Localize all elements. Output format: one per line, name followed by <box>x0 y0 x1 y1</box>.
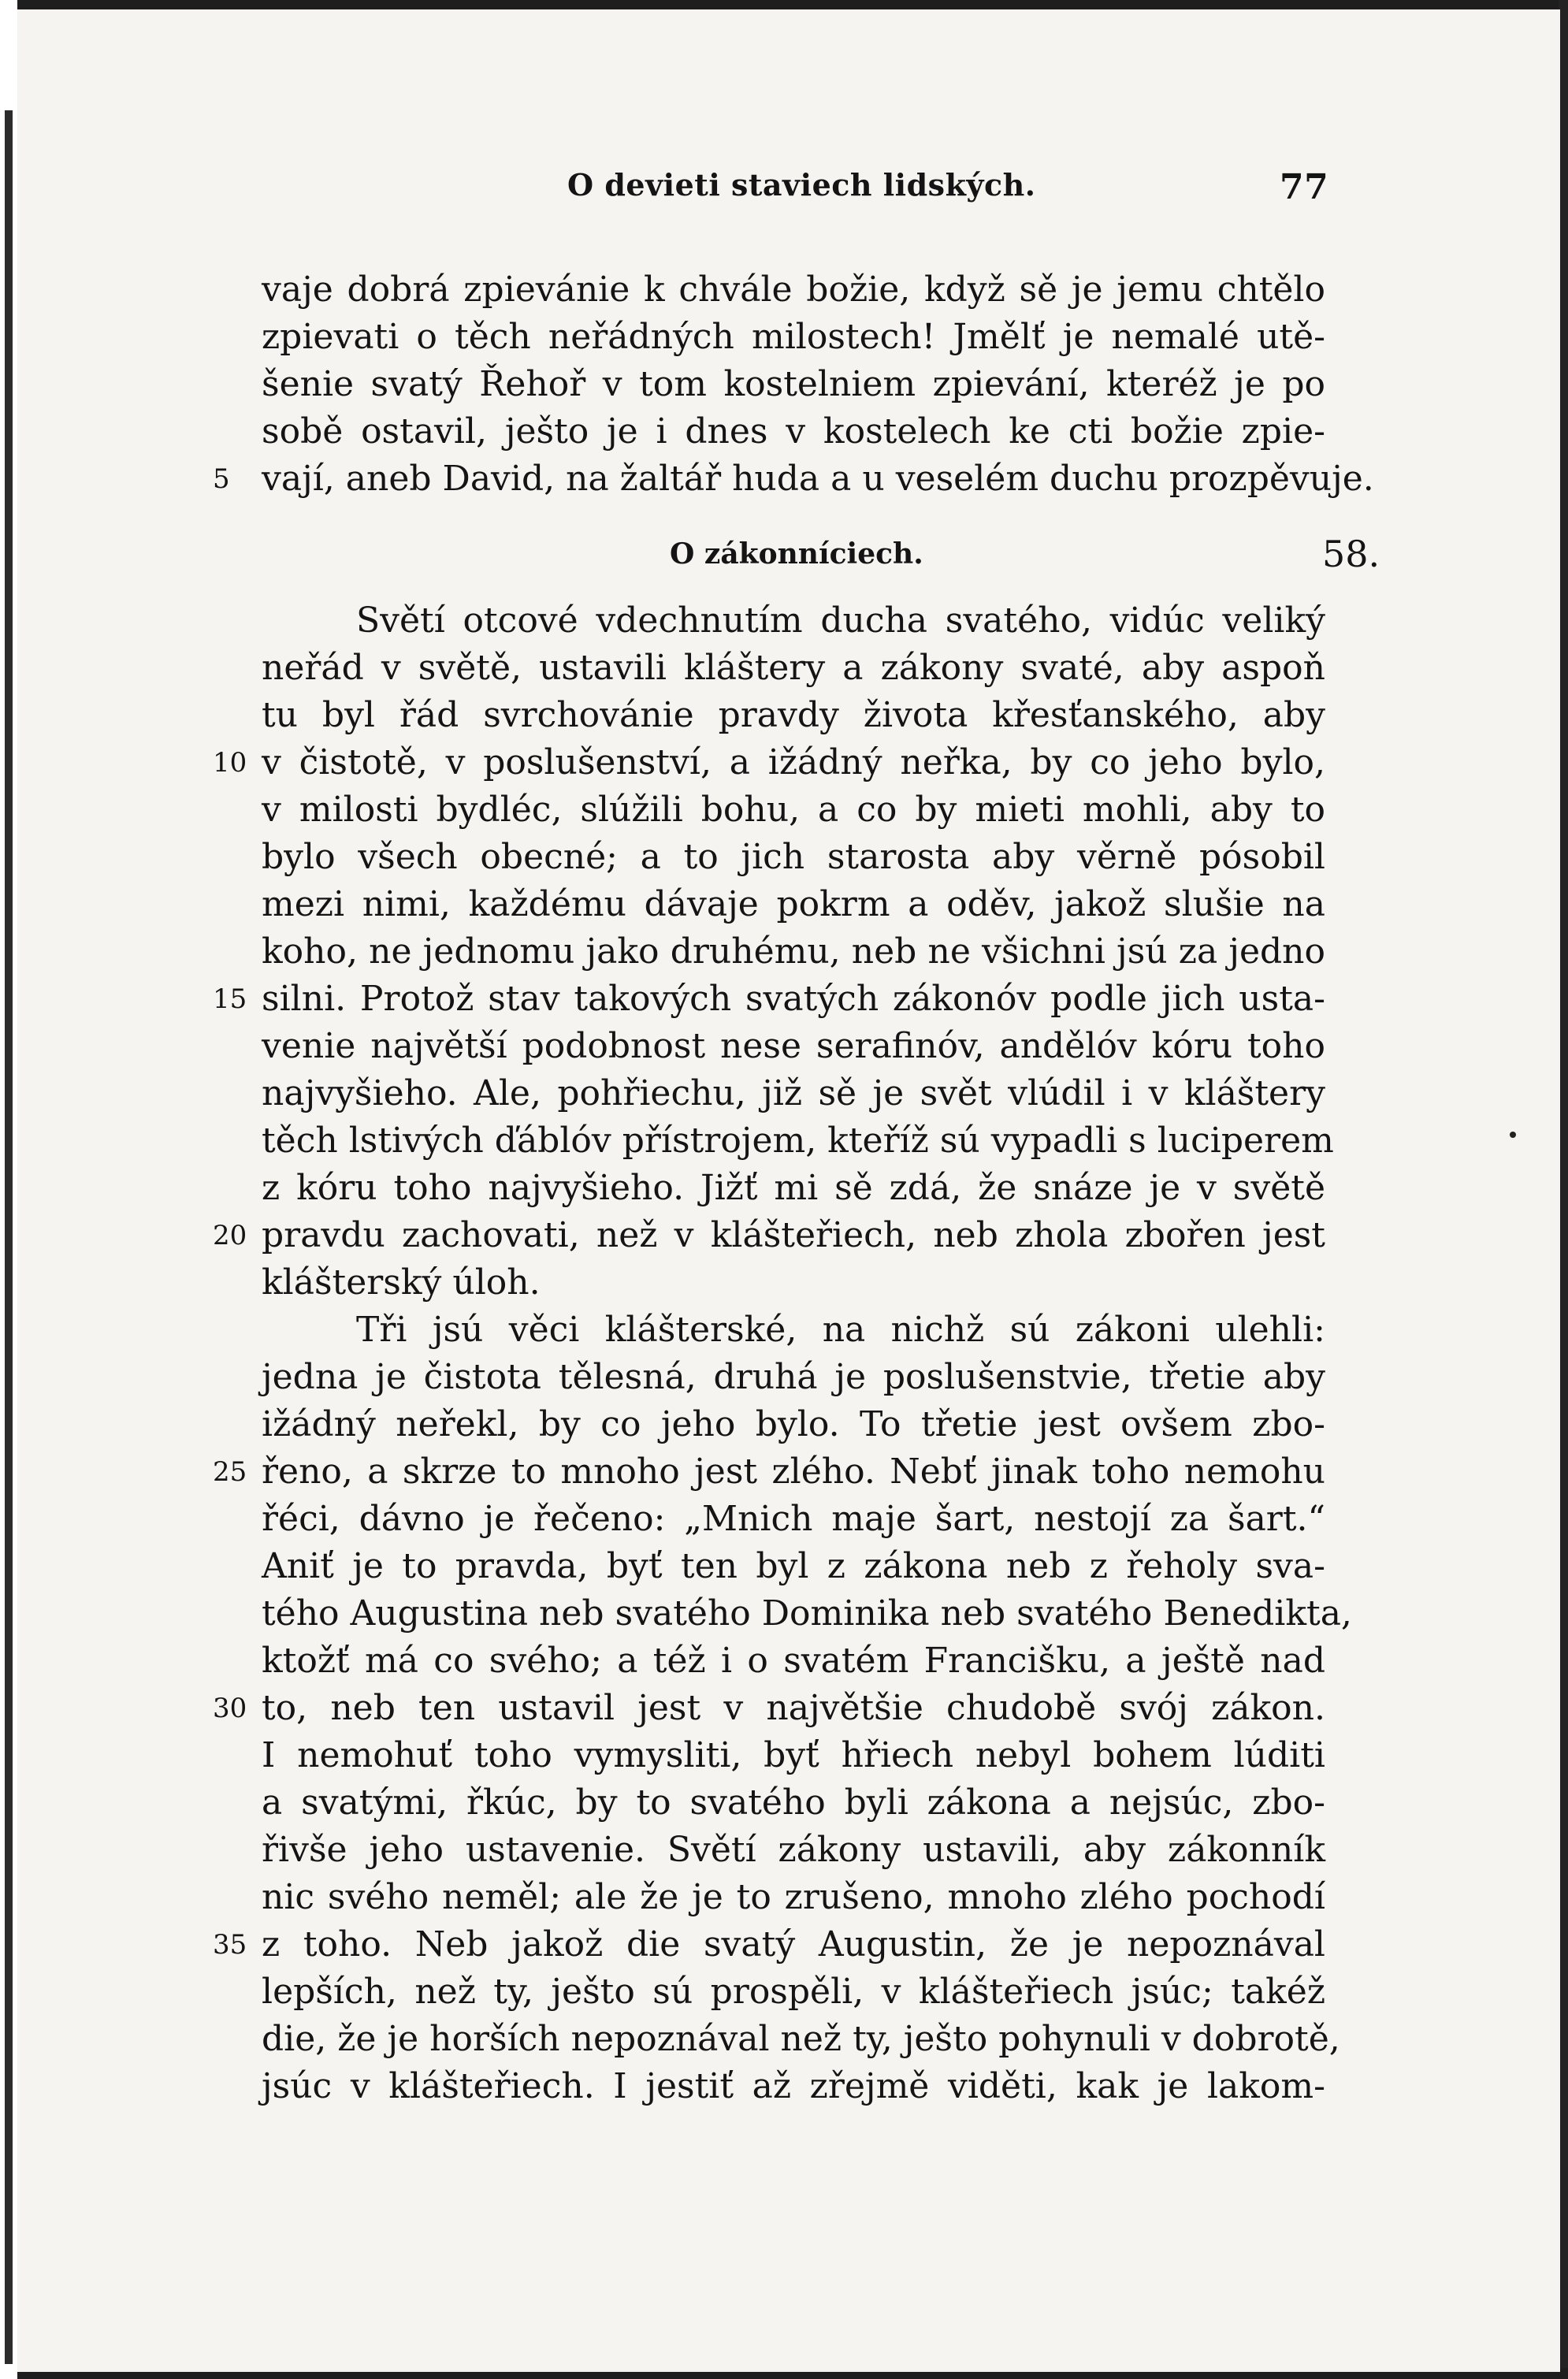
text-line: die, že je horších nepoznával než ty, ješto pohynuli v dobrotě, <box>262 2019 1340 2059</box>
text-line: Aniť je to pravda, byť ten byl z zákona neb z řeholy sva- <box>262 1546 1325 1586</box>
text-line: I nemohuť toho vymysliti, byť hřiech nebyl bohem lúditi <box>262 1735 1325 1775</box>
text-line: ktožť má co svého; a též i o svatém Francišku, a ještě nad <box>262 1641 1325 1681</box>
text-line: ižádný neřekl, by co jeho bylo. To třetie jest ovšem zbo- <box>262 1404 1325 1444</box>
line-number: 25 <box>213 1456 247 1488</box>
scan-speck <box>1510 1132 1516 1138</box>
text-line: těch lstivých ďáblóv přístrojem, kteříž sú vypadli s luciperem <box>262 1121 1334 1161</box>
text-line: najvyšieho. Ale, pohřiechu, již sě je svět vlúdil i v kláštery <box>262 1073 1325 1113</box>
text-line: venie najvětší podobnost nese serafinóv, andělóv kóru toho <box>262 1026 1325 1066</box>
text-line: sobě ostavil, ješto je i dnes v kostelech ke cti božie zpie- <box>262 411 1325 452</box>
text-line: klášterský úloh. <box>262 1262 541 1303</box>
text-line: řivše jeho ustavenie. Světí zákony ustavili, aby zákonník <box>262 1830 1325 1870</box>
text-line: řeno, a skrze to mnoho jest zlého. Nebť jinak toho nemohu <box>262 1452 1325 1492</box>
line-number: 10 <box>213 747 247 779</box>
text-line: vají, aneb David, na žaltář huda a u veselém duchu prozpěvuje. <box>262 459 1374 499</box>
text-line: vaje dobrá zpievánie k chvále božie, když sě je jemu chtělo <box>262 269 1325 310</box>
text-line: Světí otcové vdechnutím ducha svatého, vidúc veliký <box>356 600 1325 641</box>
text-line: jsúc v klášteřiech. I jestiť až zřejmě viděti, kak je lakom- <box>262 2066 1325 2106</box>
text-line: nic svého neměl; ale že je to zrušeno, mnoho zlého pochodí <box>262 1877 1325 1917</box>
text-line: silni. Protož stav takových svatých zákonóv podle jich usta- <box>262 979 1325 1019</box>
text-line: jedna je čistota tělesná, druhá je poslušenstvie, třetie aby <box>262 1357 1325 1397</box>
scan-edge-left <box>0 0 17 2379</box>
section-heading-text: O zákonníciech. <box>670 537 923 571</box>
text-line: Tři jsú věci klášterské, na nichž sú zákoni ulehli: <box>356 1310 1325 1350</box>
text-line: pravdu zachovati, než v klášteřiech, neb zhola zbořen jest <box>262 1215 1325 1255</box>
text-line: tu byl řád svrchovánie pravdy života křesťanského, aby <box>262 695 1325 735</box>
line-number: 35 <box>213 1929 247 1961</box>
text-line: bylo všech obecné; a to jich starosta aby věrně pósobil <box>262 837 1325 877</box>
text-line: v čistotě, v poslušenství, a ižádný neřka, by co jeho bylo, <box>262 742 1325 782</box>
text-line: koho, ne jednomu jako druhému, neb ne všichni jsú za jedno <box>262 931 1325 972</box>
text-line: z kóru toho najvyšieho. Jižť mi sě zdá, že snáze je v světě <box>262 1168 1325 1208</box>
page-number: 77 <box>1280 167 1329 207</box>
text-line: to, neb ten ustavil jest v najvětšie chudobě svój zákon. <box>262 1688 1325 1728</box>
line-number: 20 <box>213 1220 247 1251</box>
line-number: 5 <box>213 463 230 495</box>
text-line: v milosti bydléc, slúžili bohu, a co by mieti mohli, aby to <box>262 790 1325 830</box>
text-line: zpievati o těch neřádných milostech! Jmělť je nemalé utě- <box>262 317 1325 357</box>
text-line: šenie svatý Řehoř v tom kostelniem zpievání, kteréž je po <box>262 364 1325 404</box>
line-number: 30 <box>213 1693 247 1724</box>
section-number: 58. <box>1322 533 1380 575</box>
text-line: a svatými, řkúc, by to svatého byli zákona a nejsúc, zbo- <box>262 1782 1325 1823</box>
text-line: tého Augustina neb svatého Dominika neb svatého Benedikta, <box>262 1593 1352 1634</box>
text-line: neřád v světě, ustavili kláštery a zákony svaté, aby aspoň <box>262 648 1325 688</box>
text-line: mezi nimi, každému dávaje pokrm a oděv, jakož slušie na <box>262 884 1325 924</box>
text-line: řéci, dávno je řečeno: „Mnich maje šart, nestojí za šart.“ <box>262 1499 1325 1539</box>
text-line: lepších, než ty, ješto sú prospěli, v klášteřiech jsúc; takéž <box>262 1972 1325 2012</box>
text-line: z toho. Neb jakož die svatý Augustin, že je nepoznával <box>262 1924 1325 1965</box>
line-number: 15 <box>213 983 247 1015</box>
running-head-title: O devieti staviech lidských. <box>567 167 1036 203</box>
